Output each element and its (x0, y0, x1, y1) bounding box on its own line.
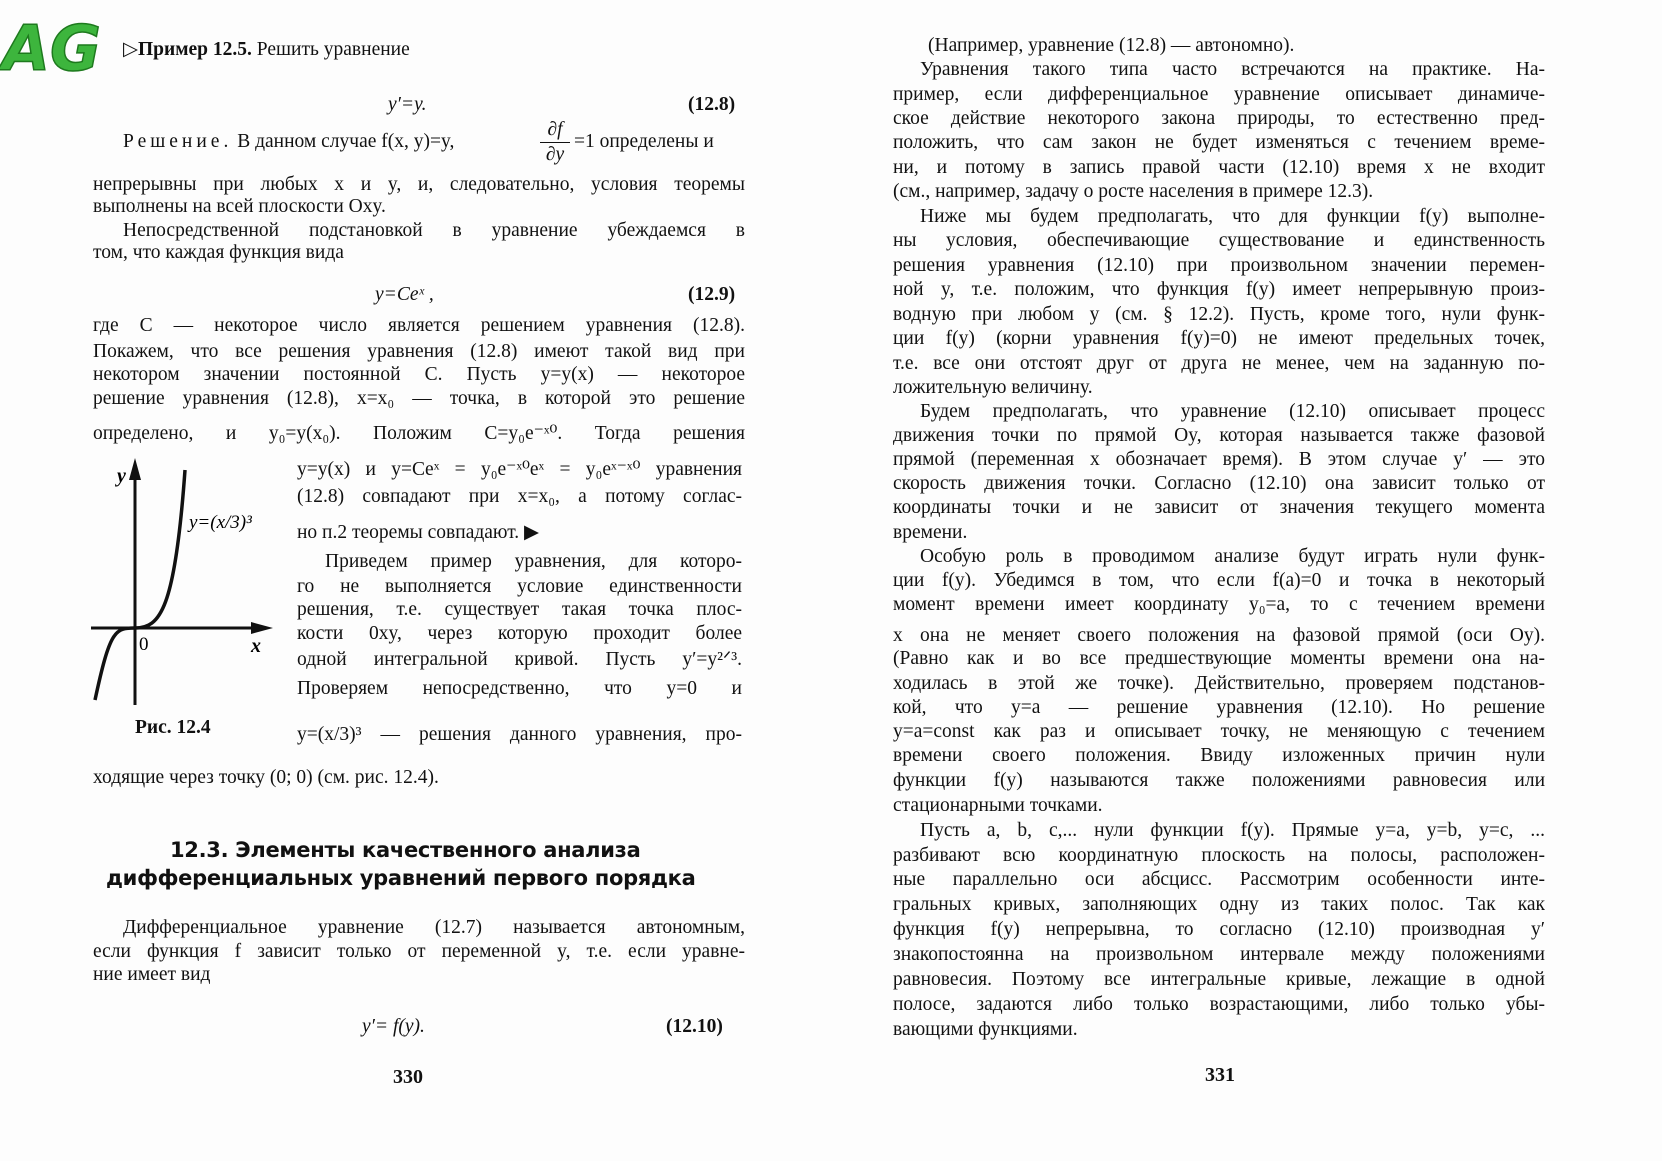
example-title (123, 38, 410, 62)
fraction-numerator: ∂f (547, 119, 563, 140)
text-line: ции f(y). Убедимся в том, что если f(a)=0 и точка в некоторый (893, 570, 1545, 591)
fraction (540, 118, 570, 167)
equation-number: (12.8) (688, 94, 736, 115)
text-line: (12.8) совпадают при x=x₀, а потому соглас- (297, 486, 742, 507)
text-line: (Равно как и во все предшествующие моменты времени она на- (893, 648, 1545, 669)
text-line: стационарными точками. (893, 795, 1103, 816)
text-line: пример, если дифференциальное уравнение описывает динамиче- (893, 84, 1545, 105)
figure-12-4 (85, 450, 285, 710)
example-text: Решить уравнение (251, 39, 410, 60)
text-line: ние имеет вид (93, 964, 211, 985)
text-line: определено, и y₀=y(x₀). Положим C=y₀e⁻ˣ⁰. Тогда решения (93, 423, 745, 444)
solution-word: Решение. (123, 131, 233, 152)
text-line: координаты точки и не зависит от значения текущего момента (893, 497, 1545, 518)
text-line: y=a=const как раз и описывает точку, не меняющую с течением (893, 721, 1545, 742)
text-line: y=(x/3)³ — решения данного уравнения, про- (297, 724, 742, 745)
text-line: ское действие некоторого закона природы, то естественно пред- (893, 108, 1545, 129)
text-line: Будем предполагать, что уравнение (12.10) описывает процесс (920, 401, 1545, 422)
text-line: т.е. все они отстоят друг от друга не менее, чем на заданную по- (893, 353, 1545, 374)
text-line: ходилась в этой же точке). Действительно, проверяем подстанов- (893, 673, 1545, 694)
text-line: кой, что y=a — решение уравнения (12.10). Но решение (893, 697, 1545, 718)
equation-12-8: y′=y. (388, 94, 427, 115)
text-line: Особую роль в проводимом анализе будут играть нули функ- (920, 546, 1545, 567)
text-line: полосе, задаются либо только возрастающими, либо только убы- (893, 994, 1545, 1015)
text-line: ложительную величину. (893, 377, 1093, 398)
text-line: вающими функциями. (893, 1019, 1078, 1040)
text-line: Уравнения такого типа часто встречаются на практике. На- (920, 59, 1545, 80)
text-line: функции f(y) называются также положениями равновесия или (893, 770, 1545, 791)
svg-text:AG: AG (2, 12, 101, 85)
text-line: го не выполняется условие единственности (297, 576, 742, 597)
text-line: Приведем пример уравнения, для которо- (325, 551, 742, 572)
text-line: выполнены на всей плоскости Oxy. (93, 196, 386, 217)
text-line: y=y(x) и y=Ceˣ = y₀e⁻ˣ⁰eˣ = y₀eˣ⁻ˣ⁰ уравнения (297, 459, 742, 480)
text-line: Дифференциальное уравнение (12.7) называется автономным, (123, 917, 745, 938)
text-line: Пусть a, b, c,... нули функции f(y). Прямые y=a, y=b, y=c, ... (920, 820, 1545, 841)
y-axis-label: y (117, 465, 126, 487)
page-number-right: 331 (1205, 1064, 1235, 1086)
text-line: решения, т.е. существует такая точка плос- (297, 599, 742, 620)
text-line: x она не меняет своего положения на фазовой прямой (оси Oy). (893, 625, 1545, 646)
text-line: если функция f зависит только от переменной y, т.е. если уравне- (93, 941, 745, 962)
text-line: времени своего положения. Ввиду изложенных причин нули (893, 745, 1545, 766)
text-line: движения точки по прямой Oy, которая называется также фазовой (893, 425, 1545, 446)
solution-line (123, 130, 454, 154)
text-line: гральных кривых, заполняющих одну из таких полос. Так как (893, 894, 1545, 915)
text-line: кости 0xy, через которую проходит более (297, 623, 742, 644)
equation-12-10: y′= f(y). (362, 1016, 425, 1037)
text-line: Покажем, что все решения уравнения (12.8) имеют такой вид при (93, 341, 745, 362)
text-line: некотором значении постоянной C. Пусть y=y(x) — некоторое (93, 364, 745, 385)
curve (95, 470, 185, 700)
text-line: решения уравнения (12.10) при произвольном значении перемен- (893, 255, 1545, 276)
figure-caption: Рис. 12.4 (135, 717, 211, 738)
text-line: ходящие через точку (0; 0) (см. рис. 12.4). (93, 767, 439, 788)
text-line: прямой (переменная x обозначает время). В этом случае y′ — это (893, 449, 1545, 470)
text: =1 определены и (574, 131, 714, 152)
fraction-denominator: ∂y (545, 144, 565, 165)
text-line: знакопостоянна на произвольном интервале между положениями (893, 944, 1545, 965)
example-label: Пример 12.5. (138, 39, 252, 60)
text-line: решение уравнения (12.8), x=x₀ — точка, в которой это решение (93, 388, 745, 409)
text-line: непрерывны при любых x и y, и, следовательно, условия теоремы (93, 174, 745, 195)
text-line: (см., например, задачу о росте населения в примере 12.3). (893, 181, 1374, 202)
text-line: ны условия, обеспечивающие существование и единственность (893, 230, 1545, 251)
text-line: но п.2 теоремы совпадают. ▶ (297, 522, 540, 543)
page-number-left: 330 (393, 1066, 423, 1088)
text-line: Ниже мы будем предполагать, что для функции f(y) выполне- (920, 206, 1545, 227)
text-line: ции f(y) (корни уравнения f(y)=0) не имеют предельных точек, (893, 328, 1545, 349)
section-heading-line2: дифференциальных уравнений первого порядка (106, 866, 696, 890)
y-axis-arrow-icon (129, 458, 141, 480)
text-line: Непосредственной подстановкой в уравнение убеждаемся в (123, 220, 745, 241)
equation-number: (12.9) (688, 284, 736, 305)
equation-number: (12.10) (666, 1016, 723, 1037)
text-line: (Например, уравнение (12.8) — автономно). (928, 35, 1295, 56)
text-line: где C — некоторое число является решением уравнения (12.8). (93, 315, 745, 336)
text-line: ни, и потому в запись правой части (12.10) время x не входит (893, 157, 1545, 178)
text-line: положить, что сам закон не будет изменяться с течением време- (893, 132, 1545, 153)
text-line: том, что каждая функция вида (93, 242, 344, 263)
text: В данном случае f(x, y)=y, (237, 131, 455, 152)
text-line: водную при любом y (см. § 12.2). Пусть, кроме того, нули функ- (893, 304, 1545, 325)
x-axis-label: x (251, 635, 261, 657)
x-axis-arrow-icon (251, 622, 273, 634)
ag-logo (0, 0, 101, 85)
text-line: времени. (893, 522, 968, 543)
text-line: ной y, т.е. положим, что функция f(y) имеет непрерывную произ- (893, 279, 1545, 300)
section-heading-line1: 12.3. Элементы качественного анализа (170, 838, 641, 862)
text-line: скорость движения точки. Согласно (12.10) она зависит только от (893, 473, 1545, 494)
curve-label: y=(x/3)³ (189, 512, 252, 533)
text-line: одной интегральной кривой. Пусть y′=y²ᐟ³. (297, 649, 742, 670)
text-line: момент времени имеет координату y₀=a, то с течением времени (893, 594, 1545, 615)
text-line: равновесия. Поэтому все интегральные кривые, лежащие в одной (893, 969, 1545, 990)
text-line: ные параллельно оси абсцисс. Рассмотрим особенности инте- (893, 869, 1545, 890)
origin-label: 0 (139, 634, 149, 655)
triangle-marker-icon: ▷ (123, 39, 138, 60)
text-line: разбивают всю координатную плоскость на полосы, расположен- (893, 845, 1545, 866)
text-line: Проверяем непосредственно, что y=0 и (297, 678, 742, 699)
equation-12-9: y=Ceˣ , (375, 284, 434, 305)
text-line: функция f(y) непрерывна, то согласно (12.10) производная y′ (893, 919, 1545, 940)
